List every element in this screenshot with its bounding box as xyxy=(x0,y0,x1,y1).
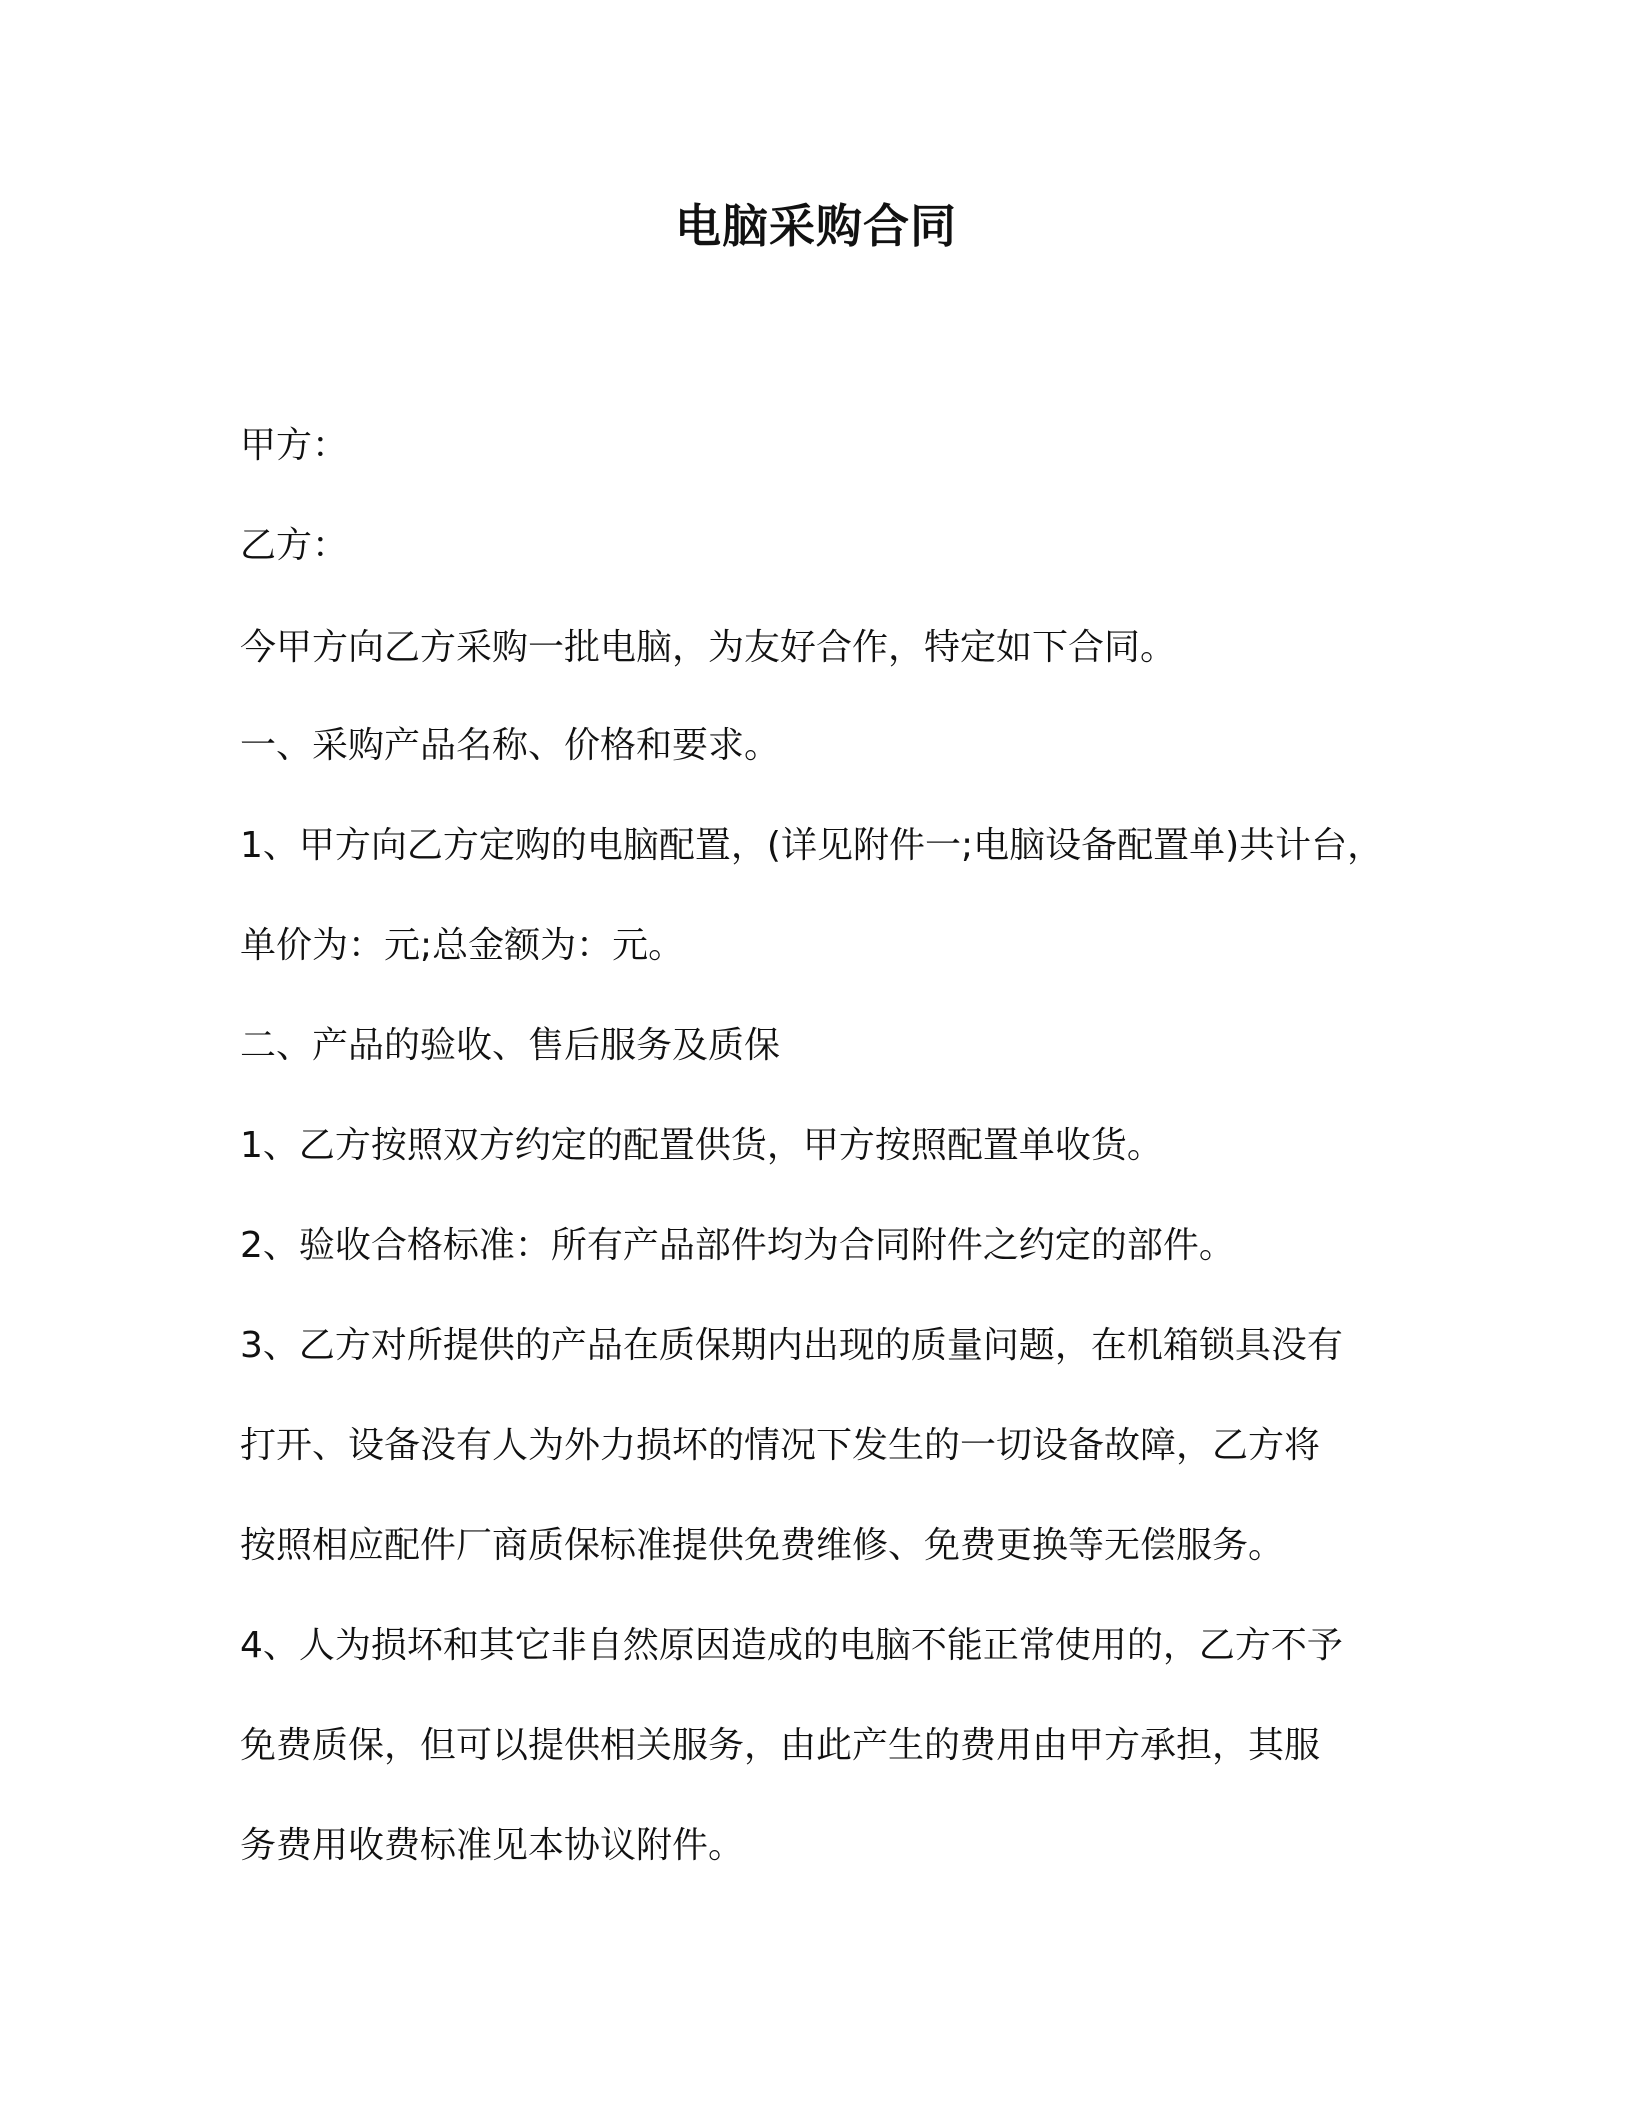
section-heading-2: 二、产品的验收、售后服务及质保 xyxy=(240,1025,781,1066)
party-b-line: 乙方： xyxy=(240,525,349,566)
clause-line: 免费质保，但可以提供相关服务，由此产生的费用由甲方承担，其服 xyxy=(240,1725,1321,1766)
clause-line: 1、甲方向乙方定购的电脑配置，(详见附件一;电脑设备配置单)共计台， xyxy=(240,825,1384,866)
clause-line: 单价为：元;总金额为：元。 xyxy=(240,925,685,966)
clause-line: 4、人为损坏和其它非自然原因造成的电脑不能正常使用的，乙方不予 xyxy=(240,1625,1343,1666)
section-heading-1: 一、采购产品名称、价格和要求。 xyxy=(240,725,781,766)
clause-line: 3、乙方对所提供的产品在质保期内出现的质量问题，在机箱锁具没有 xyxy=(240,1325,1343,1366)
clause-line: 2、验收合格标准：所有产品部件均为合同附件之约定的部件。 xyxy=(240,1225,1235,1266)
clause-line: 务费用收费标准见本协议附件。 xyxy=(240,1825,745,1866)
party-a-line: 甲方： xyxy=(240,425,349,466)
clause-line: 1、乙方按照双方约定的配置供货，甲方按照配置单收货。 xyxy=(240,1125,1163,1166)
document-title: 电脑采购合同 xyxy=(675,199,957,253)
clause-line: 打开、设备没有人为外力损坏的情况下发生的一切设备故障，乙方将 xyxy=(240,1425,1321,1466)
intro-paragraph: 今甲方向乙方采购一批电脑，为友好合作，特定如下合同。 xyxy=(240,627,1177,668)
clause-line: 按照相应配件厂商质保标准提供免费维修、免费更换等无偿服务。 xyxy=(240,1525,1285,1566)
